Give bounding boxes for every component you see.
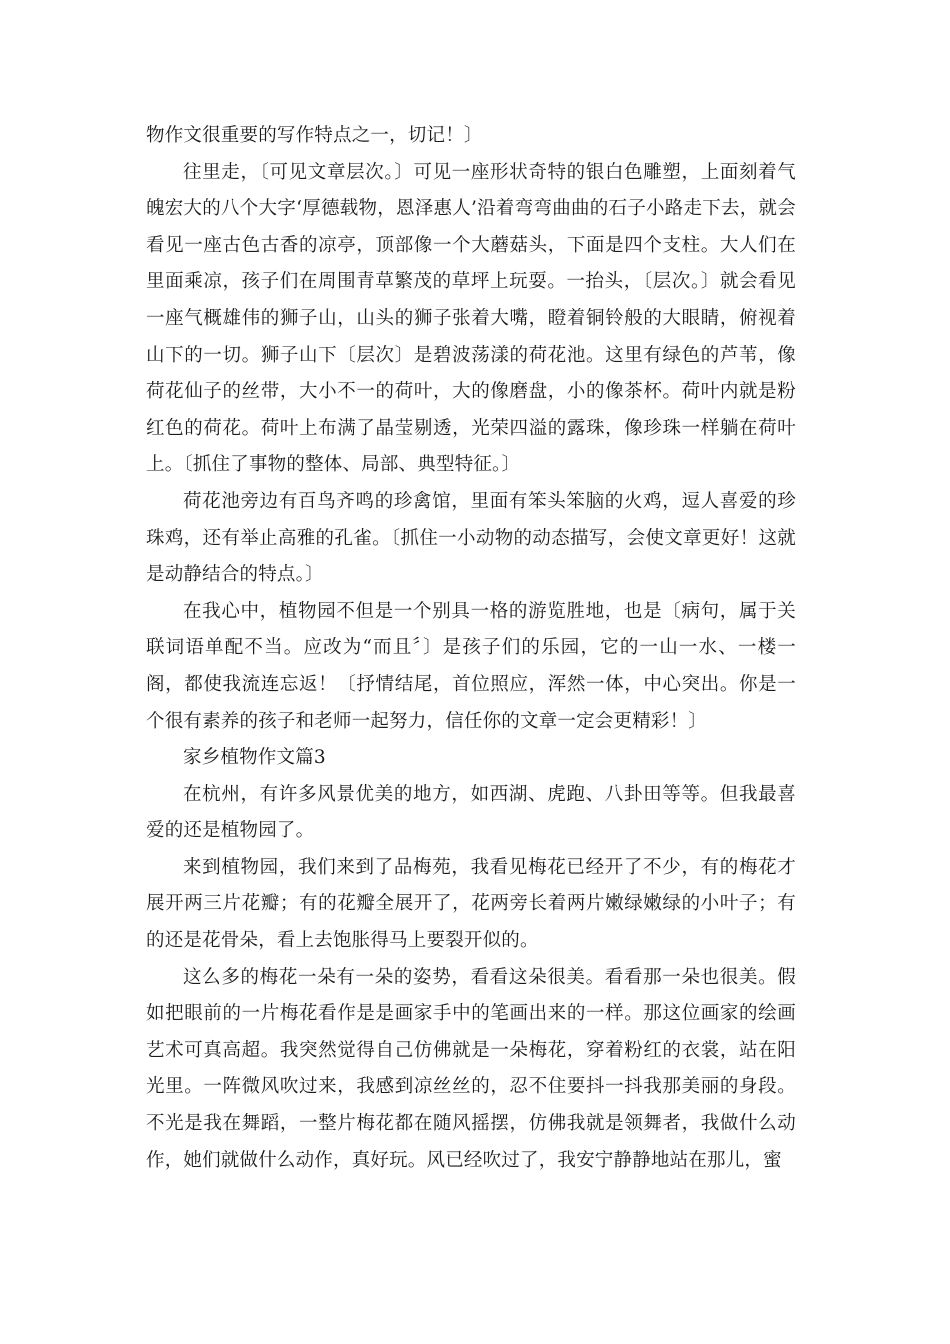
paragraph-conclusion: 在我心中，植物园不但是一个别具一格的游览胜地，也是〔病句，属于关联词语单配不当。应改为“而且〞〕是孩子们的乐园，它的一山一水、一楼一阁，都使我流连忘返！〔抒情结尾，首位照应，浑然一体，中心突出。你是一个很有素养的孩子和老师一起努力，信任你的文章一定会更精彩！〕 xyxy=(146,600,796,732)
document-page xyxy=(146,118,796,1179)
paragraph-garden-walk: 往里走，〔可见文章层次。〕可见一座形状奇特的银白色雕塑，上面刻着气魄宏大的八个大字‘厚德载物，恩泽惠人’沿着弯弯曲曲的石子小路走下去，就会看见一座古色古香的凉亭，顶部像一个大蘑菇头，下面是四个支柱。大人们在里面乘凉，孩子们在周围青草繁茂的草坪上玩耍。一抬头，〔层次。〕就会看见一座气概雄伟的狮子山，山头的狮子张着大嘴，瞪着铜铃般的大眼睛，俯视着山下的一切。狮子山下〔层次〕是碧波荡漾的荷花池。这里有绿色的芦苇，像荷花仙子的丝带，大小不一的荷叶，大的像磨盘，小的像茶杯。荷叶内就是粉红色的荷花。荷叶上布满了晶莹剔透，光荣四溢的露珠，像珍珠一样躺在荷叶上。〔抓住了事物的整体、局部、典型特征。〕 xyxy=(146,161,796,476)
paragraph-plum-blossoms: 这么多的梅花一朵有一朵的姿势，看看这朵很美。看看那一朵也很美。假如把眼前的一片梅花看作是是画家手中的笔画出来的一样。那这位画家的绘画艺术可真高超。我突然觉得自己仿佛就是一朵梅花，穿着粉红的衣裳，站在阳光里。一阵微风吹过来，我感到凉丝丝的，忍不住要抖一抖我那美丽的身段。不光是我在舞蹈，一整片梅花都在随风摇摆，仿佛我就是领舞者，我做什么动作，她们就做什么动作，真好玩。风已经吹过了，我安宁静静地站在那儿，蜜 xyxy=(146,966,796,1171)
paragraph-continuation: 物作文很重要的写作特点之一，切记！〕 xyxy=(146,125,483,146)
paragraph-bird-house: 荷花池旁边有百鸟齐鸣的珍禽馆，里面有笨头笨脑的火鸡，逗人喜爱的珍珠鸡，还有举止高雅的孔雀。〔抓住一小动物的动态描写，会使文章更好！这就是动静结合的特点。〕 xyxy=(146,490,796,586)
paragraph-hangzhou-intro: 在杭州，有许多风景优美的地方，如西湖、虎跑、八卦田等等。但我最喜爱的还是植物园了。 xyxy=(146,783,796,842)
paragraph-plum-garden: 来到植物园，我们来到了品梅苑，我看见梅花已经开了不少，有的梅花才展开两三片花瓣；有的花瓣全展开了，花两旁长着两片嫩绿嫩绿的小叶子；有的还是花骨朵，看上去饱胀得马上要裂开似的。 xyxy=(146,856,796,952)
section-heading: 家乡植物作文篇3 xyxy=(183,747,326,769)
